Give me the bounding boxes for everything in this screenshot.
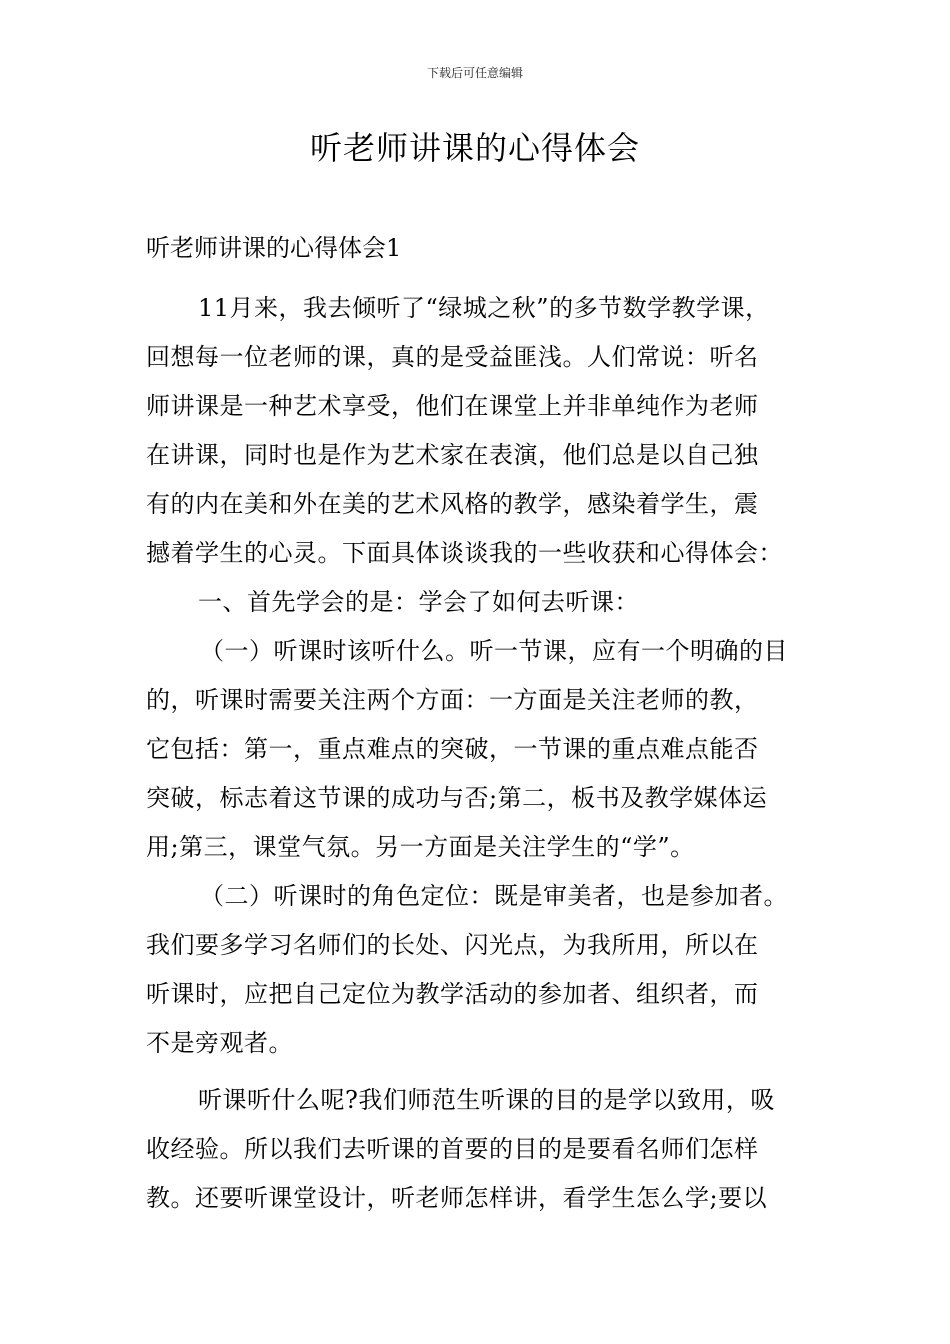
paragraph-line: 我们要多学习名师们的长处、闪光点，为我所用，所以在 (146, 931, 759, 959)
paragraph-line: 撼着学生的心灵。下面具体谈谈我的一些收获和心得体会： (146, 539, 783, 567)
paragraph-line: 它包括：第一，重点难点的突破，一节课的重点难点能否 (146, 735, 759, 763)
paragraph-line: （一）听课时该听什么。听一节课，应有一个明确的目 (200, 637, 788, 665)
paragraph-line: 有的内在美和外在美的艺术风格的教学，感染着学生，震 (146, 490, 759, 518)
header-note: 下载后可任意编辑 (426, 66, 523, 80)
paragraph-line: 突破，标志着这节课的成功与否;第二，板书及教学媒体运 (146, 784, 768, 812)
paragraph-line: 听课听什么呢?我们师范生听课的目的是学以致用，吸 (198, 1086, 775, 1114)
paragraph-line: 收经验。所以我们去听课的首要的目的是要看名师们怎样 (146, 1135, 759, 1163)
paragraph-line: 用;第三，课堂气氛。另一方面是关注学生的“学”。 (146, 833, 695, 861)
document-body (146, 232, 822, 1223)
paragraph-line: 的，听课时需要关注两个方面：一方面是关注老师的教， (146, 686, 759, 714)
paragraph-line: 师讲课是一种艺术享受，他们在课堂上并非单纯作为老师 (146, 392, 759, 420)
paragraph-line: 在讲课，同时也是作为艺术家在表演，他们总是以自己独 (146, 441, 759, 469)
paragraph-line: 听课时，应把自己定位为教学活动的参加者、组织者，而 (146, 980, 759, 1008)
document-title: 听老师讲课的心得体会 (309, 129, 640, 167)
paragraph-line: 教。还要听课堂设计，听老师怎样讲，看学生怎么学;要以 (146, 1184, 768, 1212)
section-heading: 听老师讲课的心得体会1 (146, 234, 402, 262)
paragraph-line: 一、首先学会的是：学会了如何去听课： (198, 588, 639, 616)
paragraph-line: 不是旁观者。 (146, 1029, 293, 1057)
paragraph-line: 回想每一位老师的课，真的是受益匪浅。人们常说：听名 (146, 343, 759, 371)
paragraph-line: 11月来，我去倾听了“绿城之秋”的多节数学教学课， (198, 294, 770, 322)
paragraph-line: （二）听课时的角色定位：既是审美者，也是参加者。 (200, 882, 788, 910)
